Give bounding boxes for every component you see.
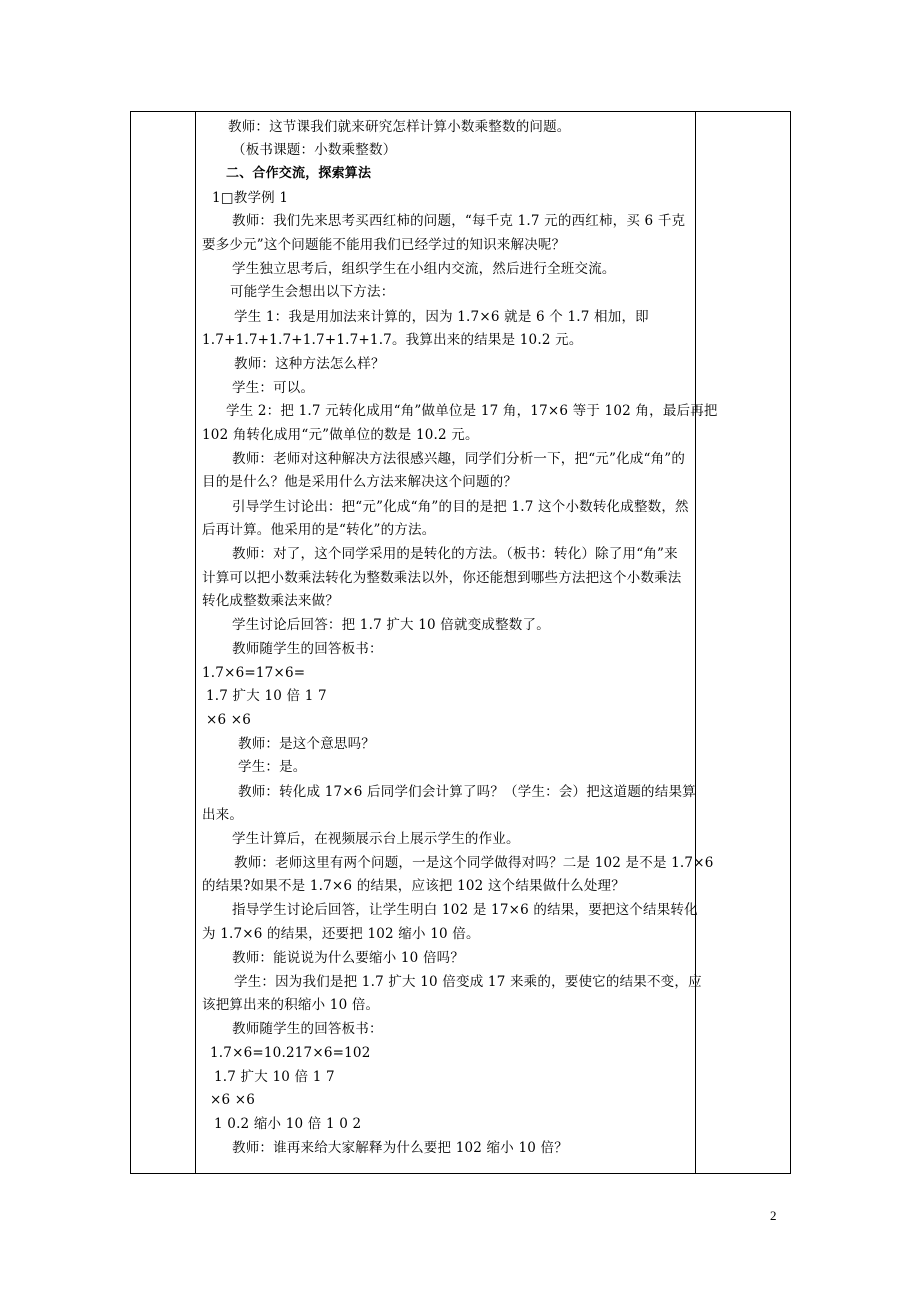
text-line: 后再计算。他采用的是“转化”的方法。 (202, 522, 436, 538)
text-line: 教师：我们先来思考买西红柿的问题，“每千克 1.7 元的西红柿，买 6 千克 (232, 213, 686, 229)
text-line: 教师随学生的回答板书： (232, 1021, 383, 1037)
text-line: 1□教学例 1 (212, 190, 289, 206)
text-line: 教师：是这个意思吗？ (238, 736, 375, 752)
content-cell (196, 112, 718, 1174)
text-line: 计算可以把小数乘法转化为整数乘法以外，你还能想到哪些方法把这个小数乘法 (202, 570, 682, 586)
text-line: 1.7+1.7+1.7+1.7+1.7+1.7。我算出来的结果是 10.2 元。 (202, 332, 583, 348)
text-line: 102 角转化成用“元”做单位的数是 10.2 元。 (202, 427, 479, 443)
text-line: 的结果?如果不是 1.7×6 的结果，应该把 102 这个结果做什么处理？ (202, 878, 625, 894)
text-line: 指导学生讨论后回答，让学生明白 102 是 17×6 的结果，要把这个结果转化 (232, 902, 698, 918)
text-line: 学生 2：把 1.7 元转化成用“角”做单位是 17 角，17×6 等于 102 角，最后再把 (226, 403, 718, 419)
text-line: （板书课题：小数乘整数） (232, 142, 397, 158)
text-line: 教师随学生的回答板书： (232, 641, 383, 657)
text-line: 教师：能说说为什么要缩小 10 倍吗？ (232, 950, 465, 966)
text-line: 学生独立思考后，组织学生在小组内交流，然后进行全班交流。 (232, 261, 616, 277)
page-number: 2 (770, 1208, 777, 1223)
lesson-content (196, 112, 718, 1173)
math-line: 1.7×6=10.217×6=102 (210, 1045, 371, 1061)
text-line: 学生：可以。 (232, 380, 315, 396)
text-line: 可能学生会想出以下方法： (230, 284, 395, 300)
text-line: 教师：老师这里有两个问题，一是这个同学做得对吗？二是 102 是不是 1.7×6 (234, 855, 714, 871)
lesson-table (130, 111, 791, 1174)
math-line: 1 0.2 缩小 10 倍 1 0 2 (214, 1116, 362, 1132)
math-line: ×6 ×6 (206, 712, 252, 728)
left-column-cell (131, 112, 196, 1174)
text-line: 目的是什么？他是采用什么方法来解决这个问题的？ (202, 474, 518, 490)
table-row (131, 112, 791, 1174)
text-line: 教师：这种方法怎么样？ (234, 356, 385, 372)
math-line: 1.7 扩大 10 倍 1 7 (214, 1069, 335, 1085)
text-line: 教师：这节课我们就来研究怎样计算小数乘整数的问题。 (228, 119, 571, 135)
math-line: ×6 ×6 (210, 1092, 256, 1108)
text-line: 要多少元”这个问题能不能用我们已经学过的知识来解决呢？ (202, 237, 566, 253)
text-line: 引导学生讨论出：把“元”化成“角”的目的是把 1.7 这个小数转化成整数，然 (232, 499, 689, 515)
math-line: 1.7×6=17×6= (202, 665, 306, 681)
text-line: 为 1.7×6 的结果，还要把 102 缩小 10 倍。 (202, 926, 480, 942)
text-line: 教师：老师对这种解决方法很感兴趣，同学们分析一下，把“元”化成“角”的 (232, 451, 686, 467)
right-column-cell (696, 112, 791, 1174)
text-line: 学生讨论后回答：把 1.7 扩大 10 倍就变成整数了。 (232, 617, 550, 633)
text-line: 教师：对了，这个同学采用的是转化的方法。（板书：转化）除了用“角”来 (232, 546, 678, 562)
text-line: 学生 1：我是用加法来计算的，因为 1.7×6 就是 6 个 1.7 相加，即 (234, 309, 649, 325)
text-line: 学生：因为我们是把 1.7 扩大 10 倍变成 17 来乘的，要使它的结果不变，应 (234, 974, 702, 990)
text-line: 教师：转化成 17×6 后同学们会计算了吗？（学生：会）把这道题的结果算 (238, 784, 696, 800)
section-heading: 二、合作交流，探索算法 (226, 166, 372, 181)
text-line: 学生：是。 (238, 759, 307, 775)
text-line: 出来。 (202, 807, 244, 823)
math-line: 1.7 扩大 10 倍 1 7 (206, 688, 327, 704)
text-line: 转化成整数乘法来做？ (202, 593, 339, 609)
text-line: 教师：谁再来给大家解释为什么要把 102 缩小 10 倍？ (232, 1140, 568, 1156)
text-line: 学生计算后，在视频展示台上展示学生的作业。 (232, 831, 520, 847)
text-line: 该把算出来的积缩小 10 倍。 (202, 997, 380, 1013)
